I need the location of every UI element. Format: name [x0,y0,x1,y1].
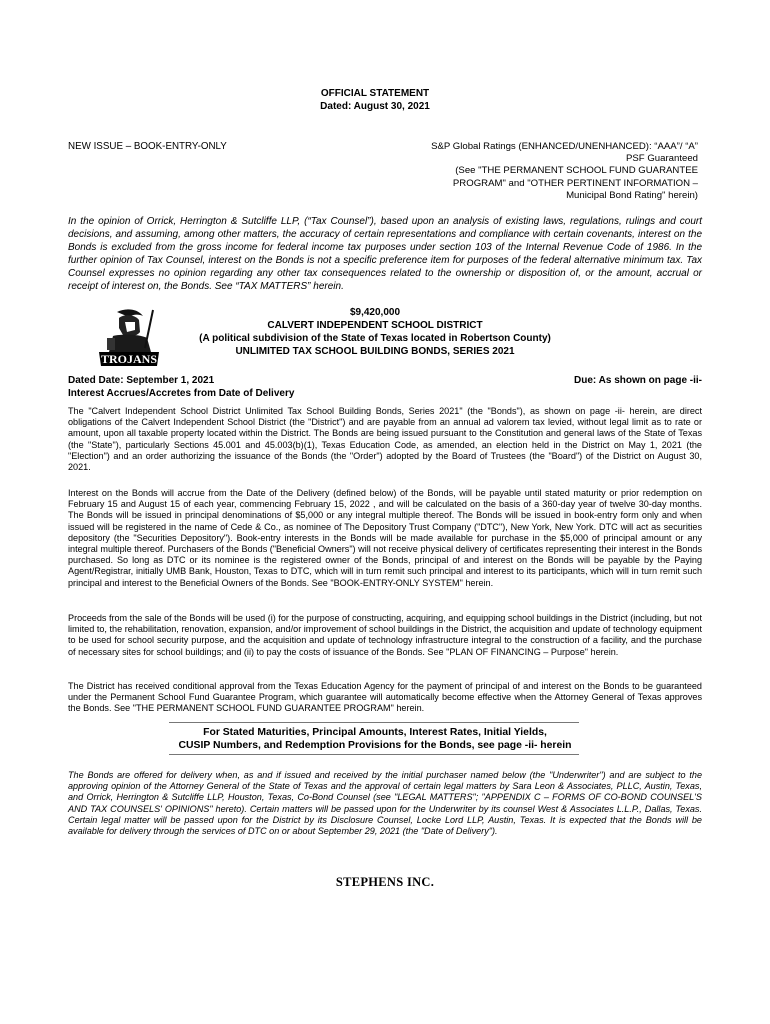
maturities-line: CUSIP Numbers, and Redemption Provisions for the Bonds, see page -ii- herein [178,740,572,751]
rating-line: PROGRAM" and "OTHER PERTINENT INFORMATION – [452,177,698,189]
paragraph-bonds-description: The "Calvert Independent School District Unlimited Tax School Building Bonds, Series 2021" (the "Bonds"), as shown on page -ii- herein, are direct obligations of the Calvert Independent School District (the "District") and are payable from an annual ad valorem tax levied, without legal limit as to rate or amount, upon all taxable property located within the District. The Bonds are being issued pursuant to the Constitution and general laws of the State of Texas (the "State"), particularly Sections 45.001 and 45.003(b)(1), Texas Education Code, as amended, an election held in the District on May 1, 2021 (the "Election") and an order authorizing the issuance of the Bonds (the "Order") adopted by the Board of Trustees (the "Board") of the District on August 30, 2021. [68,406,702,473]
rating-line: (See "THE PERMANENT SCHOOL FUND GUARANTEE [455,165,698,177]
rating-block [300,141,698,202]
maturities-notice [130,726,620,752]
document-date: Dated: August 30, 2021 [320,101,430,112]
interest-accrual: Interest Accrues/Accretes from Date of Delivery [68,388,295,399]
maturities-line: For Stated Maturities, Principal Amounts, Interest Rates, Initial Yields, [203,727,547,738]
logo-text: TROJANS [100,352,158,366]
paragraph-proceeds: Proceeds from the sale of the Bonds will be used (i) for the purpose of constructing, acquiring, and equipping school buildings in the District (including, but not limited to, the rehabilitation, renovation, expansion, and/or improvement of school buildings in the District, the acquisition and update of technology equipment to be used for school security purpose, and the acquisition and update of technology infrastructure integral to the construction of a facility, and the purchase of necessary sites for school buildings; and (ii) to pay the costs of issuance of the Bonds. See "PLAN OF FINANCING – Purpose" herein. [68,613,702,657]
rating-line: S&P Global Ratings (ENHANCED/UNENHANCED): “AAA”/ “A” [431,141,698,152]
rating-line: PSF Guaranteed [626,153,698,165]
bond-series: UNLIMITED TAX SCHOOL BUILDING BONDS, SERIES 2021 [235,346,515,357]
paragraph-interest: Interest on the Bonds will accrue from the Date of the Delivery (defined below) of the Bonds, will be payable until stated maturity or prior redemption on February 15 and August 15 of each year, commencing February 15, 2022 , and will be calculated on the basis of a 360-day year of twelve 30-day months. The Bonds will be issued in principal denominations of $5,000 or any integral multiple thereof. The Bonds will be issued in book-entry form only and when issued will be registered in the name of Cede & Co., as nominee of The Depository Trust Company ("DTC"), New York, New York. DTC will act as securities depository (the "Securities Depository"). Book-entry interests in the Bonds will be made available for purchase in the $5,000 of principal amount or any integral multiple thereof. Purchasers of the Bonds ("Beneficial Owners") will not receive physical delivery of certificates representing their interest in the Bonds purchased. So long as DTC or its nominee is the registered owner of the Bonds, principal of and interest on the Bonds will be payable by the Paying Agent/Registrar, initially UMB Bank, Houston, Texas to DTC, which will in turn remit such principal and interest to its participants, which will in turn remit such principal and interest to the Beneficial Owners of the Bonds. See "BOOK-ENTRY-ONLY SYSTEM" herein. [68,488,702,588]
rating-line: Municipal Bond Rating" herein) [566,189,698,201]
issue-title-block [170,306,580,358]
due-date: Due: As shown on page -ii- [574,375,702,386]
trojans-logo [95,308,163,370]
trojan-mascot-icon [95,308,163,370]
issuer-name: CALVERT INDEPENDENT SCHOOL DISTRICT [267,320,483,331]
underwriter-name: STEPHENS INC. [335,875,435,889]
tax-opinion: In the opinion of Orrick, Herrington & Sutcliffe LLP, (“Tax Counsel”), based upon an analysis of existing laws, regulations, rulings and court decisions, and assuming, among other matters, the accuracy of certain representations and compliance with certain covenants, interest on the Bonds is excluded from the gross income for federal income tax purposes under section 103 of the Internal Revenue Code of 1986. In the further opinion of Tax Counsel, interest on the Bonds is not a specific preference item for purposes of the federal alternative minimum tax. Tax Counsel expresses no opinion regarding any other tax consequences related to the ownership or disposition of, or the amount, accrual or receipt of interest on, the Bonds. See “TAX MATTERS” herein. [68,216,702,292]
document-title: OFFICIAL STATEMENT [320,88,430,99]
issue-amount: $9,420,000 [349,307,401,318]
delivery-paragraph: The Bonds are offered for delivery when, as and if issued and received by the initial purchaser named below (the "Underwriter") and are subject to the approving opinion of the Attorney General of the State of Texas and the approval of certain legal matters by Sara Leon & Associates, PLLC, Austin, Texas, and Orrick, Herrington & Sutcliffe LLP, Houston, Texas, Co-Bond Counsel (see "LEGAL MATTERS"; "APPENDIX C – FORMS OF CO-BOND COUNSEL'S AND TAX COUNSELS' OPINIONS" hereto). Certain matters will be passed upon for the Underwriter by its counsel West & Associates L.L.P., Dallas, Texas. Certain legal matter will be passed upon for the District by its Disclosure Counsel, Locke Lord LLP, Austin, Texas. It is expected that the Bonds will be available for delivery through the services of DTC on or about September 29, 2021 (the "Date of Delivery"). [68,770,702,837]
dated-date: Dated Date: September 1, 2021 [68,375,215,386]
section-divider [169,722,579,723]
section-divider [169,754,579,755]
issue-type: NEW ISSUE – BOOK-ENTRY-ONLY [68,141,227,152]
paragraph-guarantee: The District has received conditional approval from the Texas Education Agency for the payment of principal of and interest on the Bonds to be guaranteed under the Permanent School Fund Guarantee Program, which guarantee will automatically become effective when the Attorney General of Texas approves the Bonds. See "THE PERMANENT SCHOOL FUND GUARANTEE PROGRAM" herein. [68,681,702,714]
issuer-subdivision: (A political subdivision of the State of Texas located in Robertson County) [199,333,551,344]
document-header [200,87,550,113]
